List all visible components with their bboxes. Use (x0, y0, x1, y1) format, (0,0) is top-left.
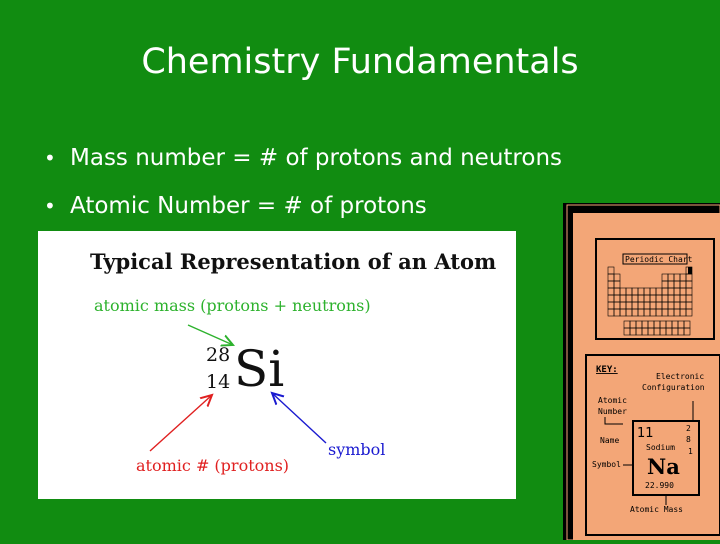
name-label: Name (600, 436, 620, 445)
slide-title: Chemistry Fundamentals (141, 42, 579, 82)
mass-number-value: 28 (206, 344, 231, 366)
bullet-dot-icon: • (44, 146, 56, 170)
periodic-key-diagram (563, 203, 720, 540)
bullet-text: Mass number = # of protons and neutrons (70, 145, 563, 171)
symbol-arrow (272, 393, 326, 443)
atom-figure-heading: Typical Representation of an Atom (90, 249, 497, 274)
periodic-chart-label: Periodic Chart (625, 255, 693, 264)
atomic-label: Atomic (598, 396, 627, 405)
symbol-key-label: Symbol (592, 460, 621, 469)
mass-arrow (188, 325, 233, 345)
tile-element-name: Sodium (646, 443, 675, 452)
bullet-item (44, 134, 684, 182)
atomic-number-label: atomic # (protons) (136, 456, 290, 475)
atomic-number-value: 14 (206, 371, 231, 393)
config-shell-1: 2 (686, 424, 691, 433)
element-symbol: Si (234, 340, 285, 398)
bullet-dot-icon: • (44, 194, 56, 218)
bullet-text: Atomic Number = # of protons (70, 193, 427, 219)
key-label: KEY: (596, 365, 618, 375)
config-shell-3: 1 (688, 447, 693, 456)
atomic-mass-key-label: Atomic Mass (630, 505, 683, 514)
periodic-chart-figure (563, 203, 720, 540)
tile-atomic-number: 11 (637, 426, 654, 441)
atomic-mass-label: atomic mass (protons + neutrons) (94, 296, 371, 315)
electronic-label: Electronic (656, 372, 705, 381)
configuration-label: Configuration (642, 383, 705, 392)
tile-element-symbol: Na (647, 454, 680, 479)
symbol-label: symbol (328, 440, 386, 459)
highlight-cell-icon (688, 267, 692, 274)
config-shell-2: 8 (686, 435, 691, 444)
number-label: Number (598, 407, 627, 416)
tile-atomic-mass: 22.990 (645, 481, 674, 490)
atom-diagram (38, 231, 516, 499)
atom-representation-figure (38, 231, 516, 499)
atomic-number-arrow (150, 395, 212, 451)
